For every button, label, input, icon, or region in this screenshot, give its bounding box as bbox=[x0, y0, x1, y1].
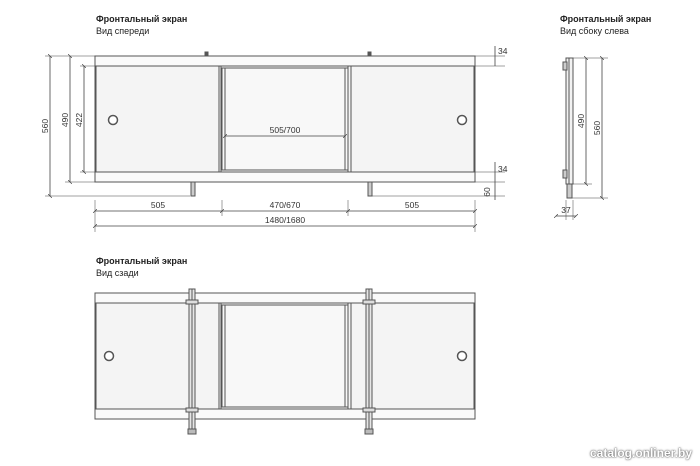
dim-side-frame-height: 490 bbox=[576, 113, 586, 129]
back-left-handle bbox=[105, 352, 114, 361]
watermark: catalog.onliner.by bbox=[589, 446, 692, 460]
front-view-title: Фронтальный экран bbox=[96, 14, 188, 24]
dim-center-width: 470/670 bbox=[269, 200, 301, 210]
side-view-subtitle: Вид сбоку слева bbox=[560, 26, 629, 36]
back-left-panel bbox=[96, 303, 221, 409]
back-right-handle bbox=[458, 352, 467, 361]
dim-frame-height: 490 bbox=[60, 112, 70, 128]
front-left-foot bbox=[191, 182, 195, 196]
back-view-subtitle: Вид сзади bbox=[96, 268, 139, 278]
dim-right-width: 505 bbox=[404, 200, 420, 210]
back-view-title: Фронтальный экран bbox=[96, 256, 188, 266]
dim-top-rail: 34 bbox=[498, 46, 508, 56]
dim-left-width: 505 bbox=[150, 200, 166, 210]
back-view bbox=[95, 289, 475, 434]
front-view bbox=[95, 52, 475, 196]
front-right-panel bbox=[348, 66, 474, 172]
side-dimensions bbox=[556, 58, 608, 220]
dim-total-width: 1480/1680 bbox=[264, 215, 306, 225]
dim-foot-height: 60 bbox=[482, 187, 492, 197]
dim-total-height: 560 bbox=[40, 118, 50, 134]
side-view bbox=[563, 58, 573, 198]
dim-side-total-height: 560 bbox=[592, 120, 602, 136]
front-right-handle bbox=[458, 116, 467, 125]
back-center-panel bbox=[222, 305, 348, 407]
side-foot bbox=[567, 184, 572, 198]
dim-panel-height: 422 bbox=[74, 112, 84, 128]
side-view-title: Фронтальный экран bbox=[560, 14, 652, 24]
front-right-foot bbox=[368, 182, 372, 196]
front-left-handle bbox=[109, 116, 118, 125]
dim-side-depth: 37 bbox=[561, 205, 571, 215]
front-center-panel bbox=[222, 68, 348, 170]
front-view-subtitle: Вид спереди bbox=[96, 26, 150, 36]
dim-center-opening: 505/700 bbox=[269, 125, 301, 135]
dim-bottom-rail: 34 bbox=[498, 164, 508, 174]
